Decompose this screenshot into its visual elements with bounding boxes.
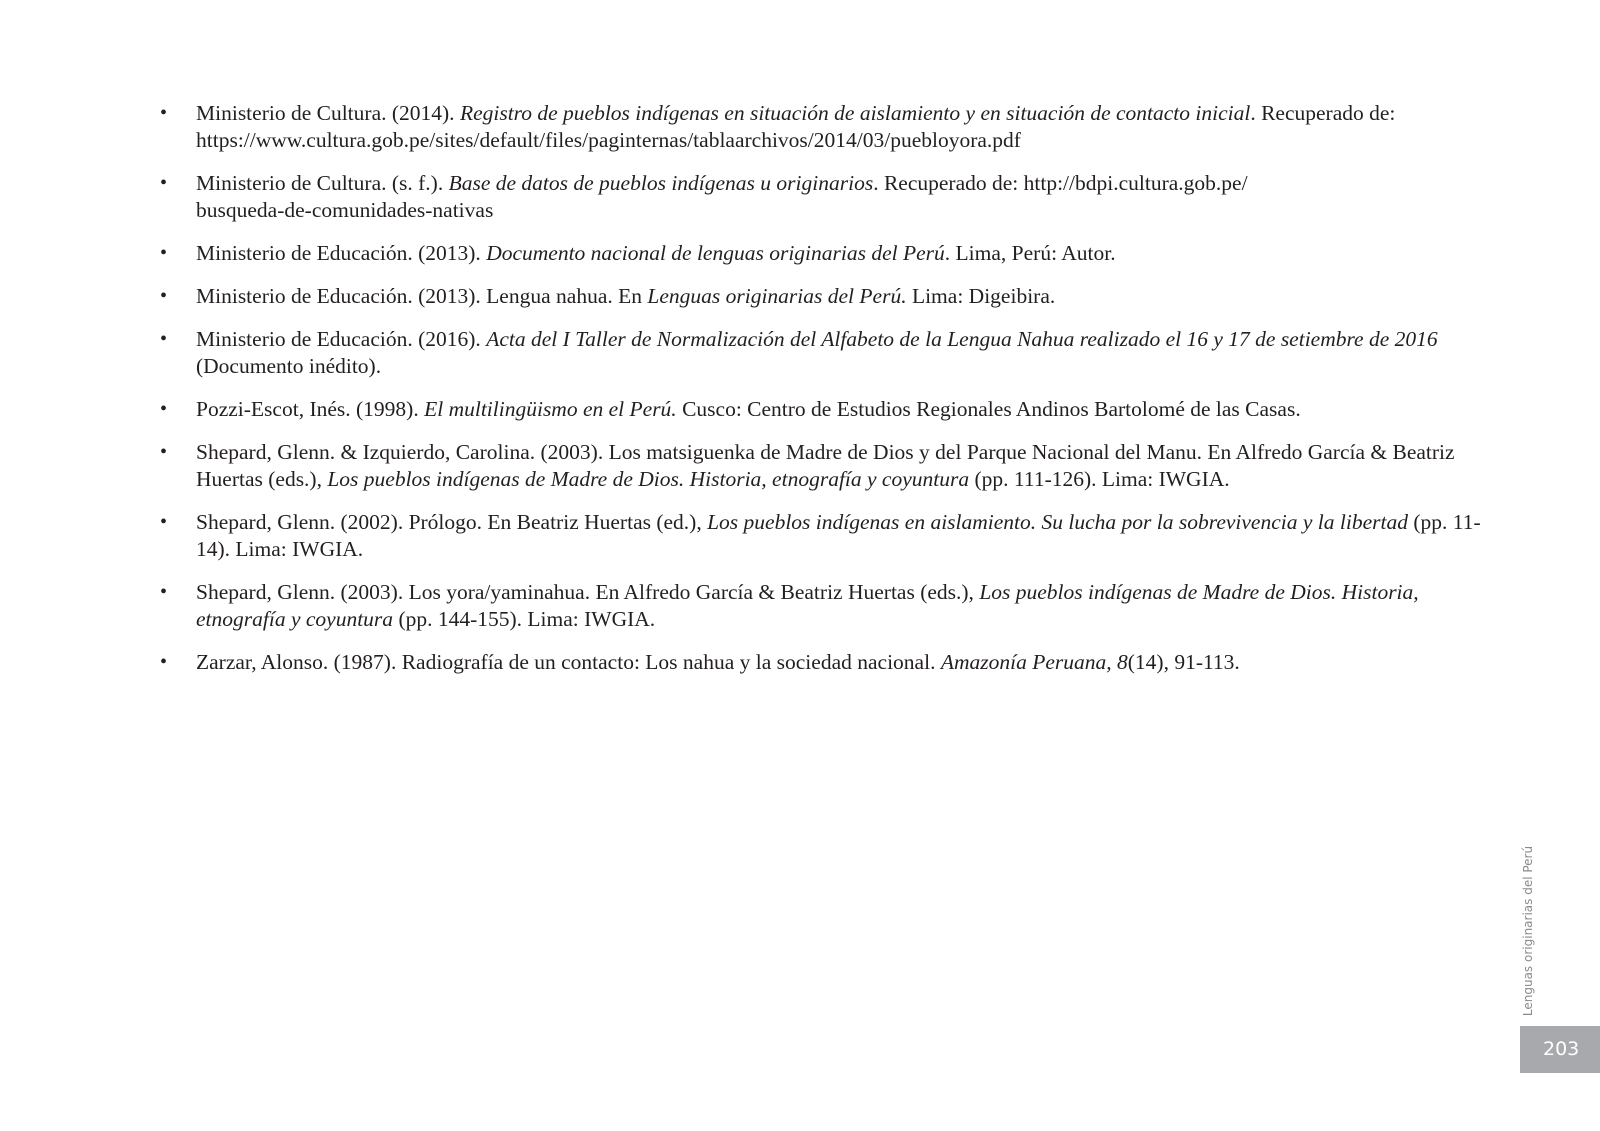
- reference-item: [160, 649, 1490, 676]
- reference-text: (pp. 11-14). Lima: IWGIA.: [196, 510, 1481, 561]
- reference-title: Los pueblos indígenas de Madre de Dios. Historia, etnografía y coyuntura: [196, 580, 1425, 631]
- reference-item: [160, 579, 1490, 633]
- reference-title: Registro de pueblos indígenas en situación de aislamiento y en situación de contacto inicial: [459, 101, 1251, 125]
- reference-item: [160, 396, 1490, 423]
- reference-item: [160, 509, 1490, 563]
- reference-list: [160, 100, 1490, 692]
- reference-text: Ministerio de Educación. (2013).: [196, 241, 487, 265]
- reference-title: Los pueblos indígenas de Madre de Dios. Historia, etnografía y coyuntura: [327, 467, 970, 491]
- reference-text: Ministerio de Educación. (2013). Lengua nahua. En: [196, 284, 648, 308]
- reference-title: Amazonía Peruana, 8: [940, 650, 1128, 674]
- reference-title: El multilingüismo en el Perú.: [424, 397, 677, 421]
- reference-text: (14), 91-113.: [1127, 650, 1240, 674]
- reference-item: [160, 100, 1490, 154]
- reference-text: Ministerio de Cultura. (s. f.).: [196, 171, 449, 195]
- running-title-container: [1518, 842, 1538, 1020]
- reference-text: . Lima, Perú: Autor.: [944, 241, 1116, 265]
- reference-item: [160, 240, 1490, 267]
- reference-text: (Documento inédito).: [196, 327, 1444, 378]
- reference-text: Lima: Digeibira.: [906, 284, 1056, 308]
- reference-title: Documento nacional de lenguas originarias del Perú: [486, 241, 945, 265]
- reference-text: Zarzar, Alonso. (1987). Radiografía de un contacto: Los nahua y la sociedad nacional.: [196, 650, 941, 674]
- reference-item: [160, 439, 1490, 493]
- reference-text: Cusco: Centro de Estudios Regionales Andinos Bartolomé de las Casas.: [676, 397, 1301, 421]
- reference-title: Los pueblos indígenas en aislamiento. Su lucha por la sobrevivencia y la libertad: [707, 510, 1408, 534]
- reference-text: . Recuperado de: http://bdpi.cultura.gob.pe/ busqueda-de-comunidades-nativas: [196, 171, 1248, 222]
- page-number: 203: [1520, 1026, 1600, 1073]
- reference-text: (pp. 111-126). Lima: IWGIA.: [969, 467, 1230, 491]
- reference-text: Pozzi-Escot, Inés. (1998).: [196, 397, 425, 421]
- reference-title: Lenguas originarias del Perú.: [647, 284, 907, 308]
- reference-text: Shepard, Glenn. & Izquierdo, Carolina. (2003). Los matsiguenka de Madre de Dios y del Parque Nacional del Manu. En Alfredo García & Beatriz Huertas (eds.),: [196, 440, 1460, 491]
- reference-item: [160, 326, 1490, 380]
- reference-text: (pp. 144-155). Lima: IWGIA.: [393, 607, 656, 631]
- reference-text: Shepard, Glenn. (2003). Los yora/yaminahua. En Alfredo García & Beatriz Huertas (eds.),: [196, 580, 980, 604]
- reference-item: [160, 283, 1490, 310]
- reference-item: [160, 170, 1490, 224]
- reference-text: Ministerio de Educación. (2016).: [196, 327, 487, 351]
- running-title: Lenguas originarias del Perú: [1521, 845, 1535, 1017]
- reference-title: Acta del I Taller de Normalización del Alfabeto de la Lengua Nahua realizado el 16 y 17 de setiembre de 2016: [486, 327, 1438, 351]
- reference-text: . Recuperado de: https://www.cultura.gob.pe/sites/default/files/paginternas/tablaarchivos/2014/03/puebloyora.pdf: [196, 101, 1401, 152]
- reference-text: Shepard, Glenn. (2002). Prólogo. En Beatriz Huertas (ed.),: [196, 510, 708, 534]
- reference-title: Base de datos de pueblos indígenas u originarios: [448, 171, 874, 195]
- reference-text: Ministerio de Cultura. (2014).: [196, 101, 460, 125]
